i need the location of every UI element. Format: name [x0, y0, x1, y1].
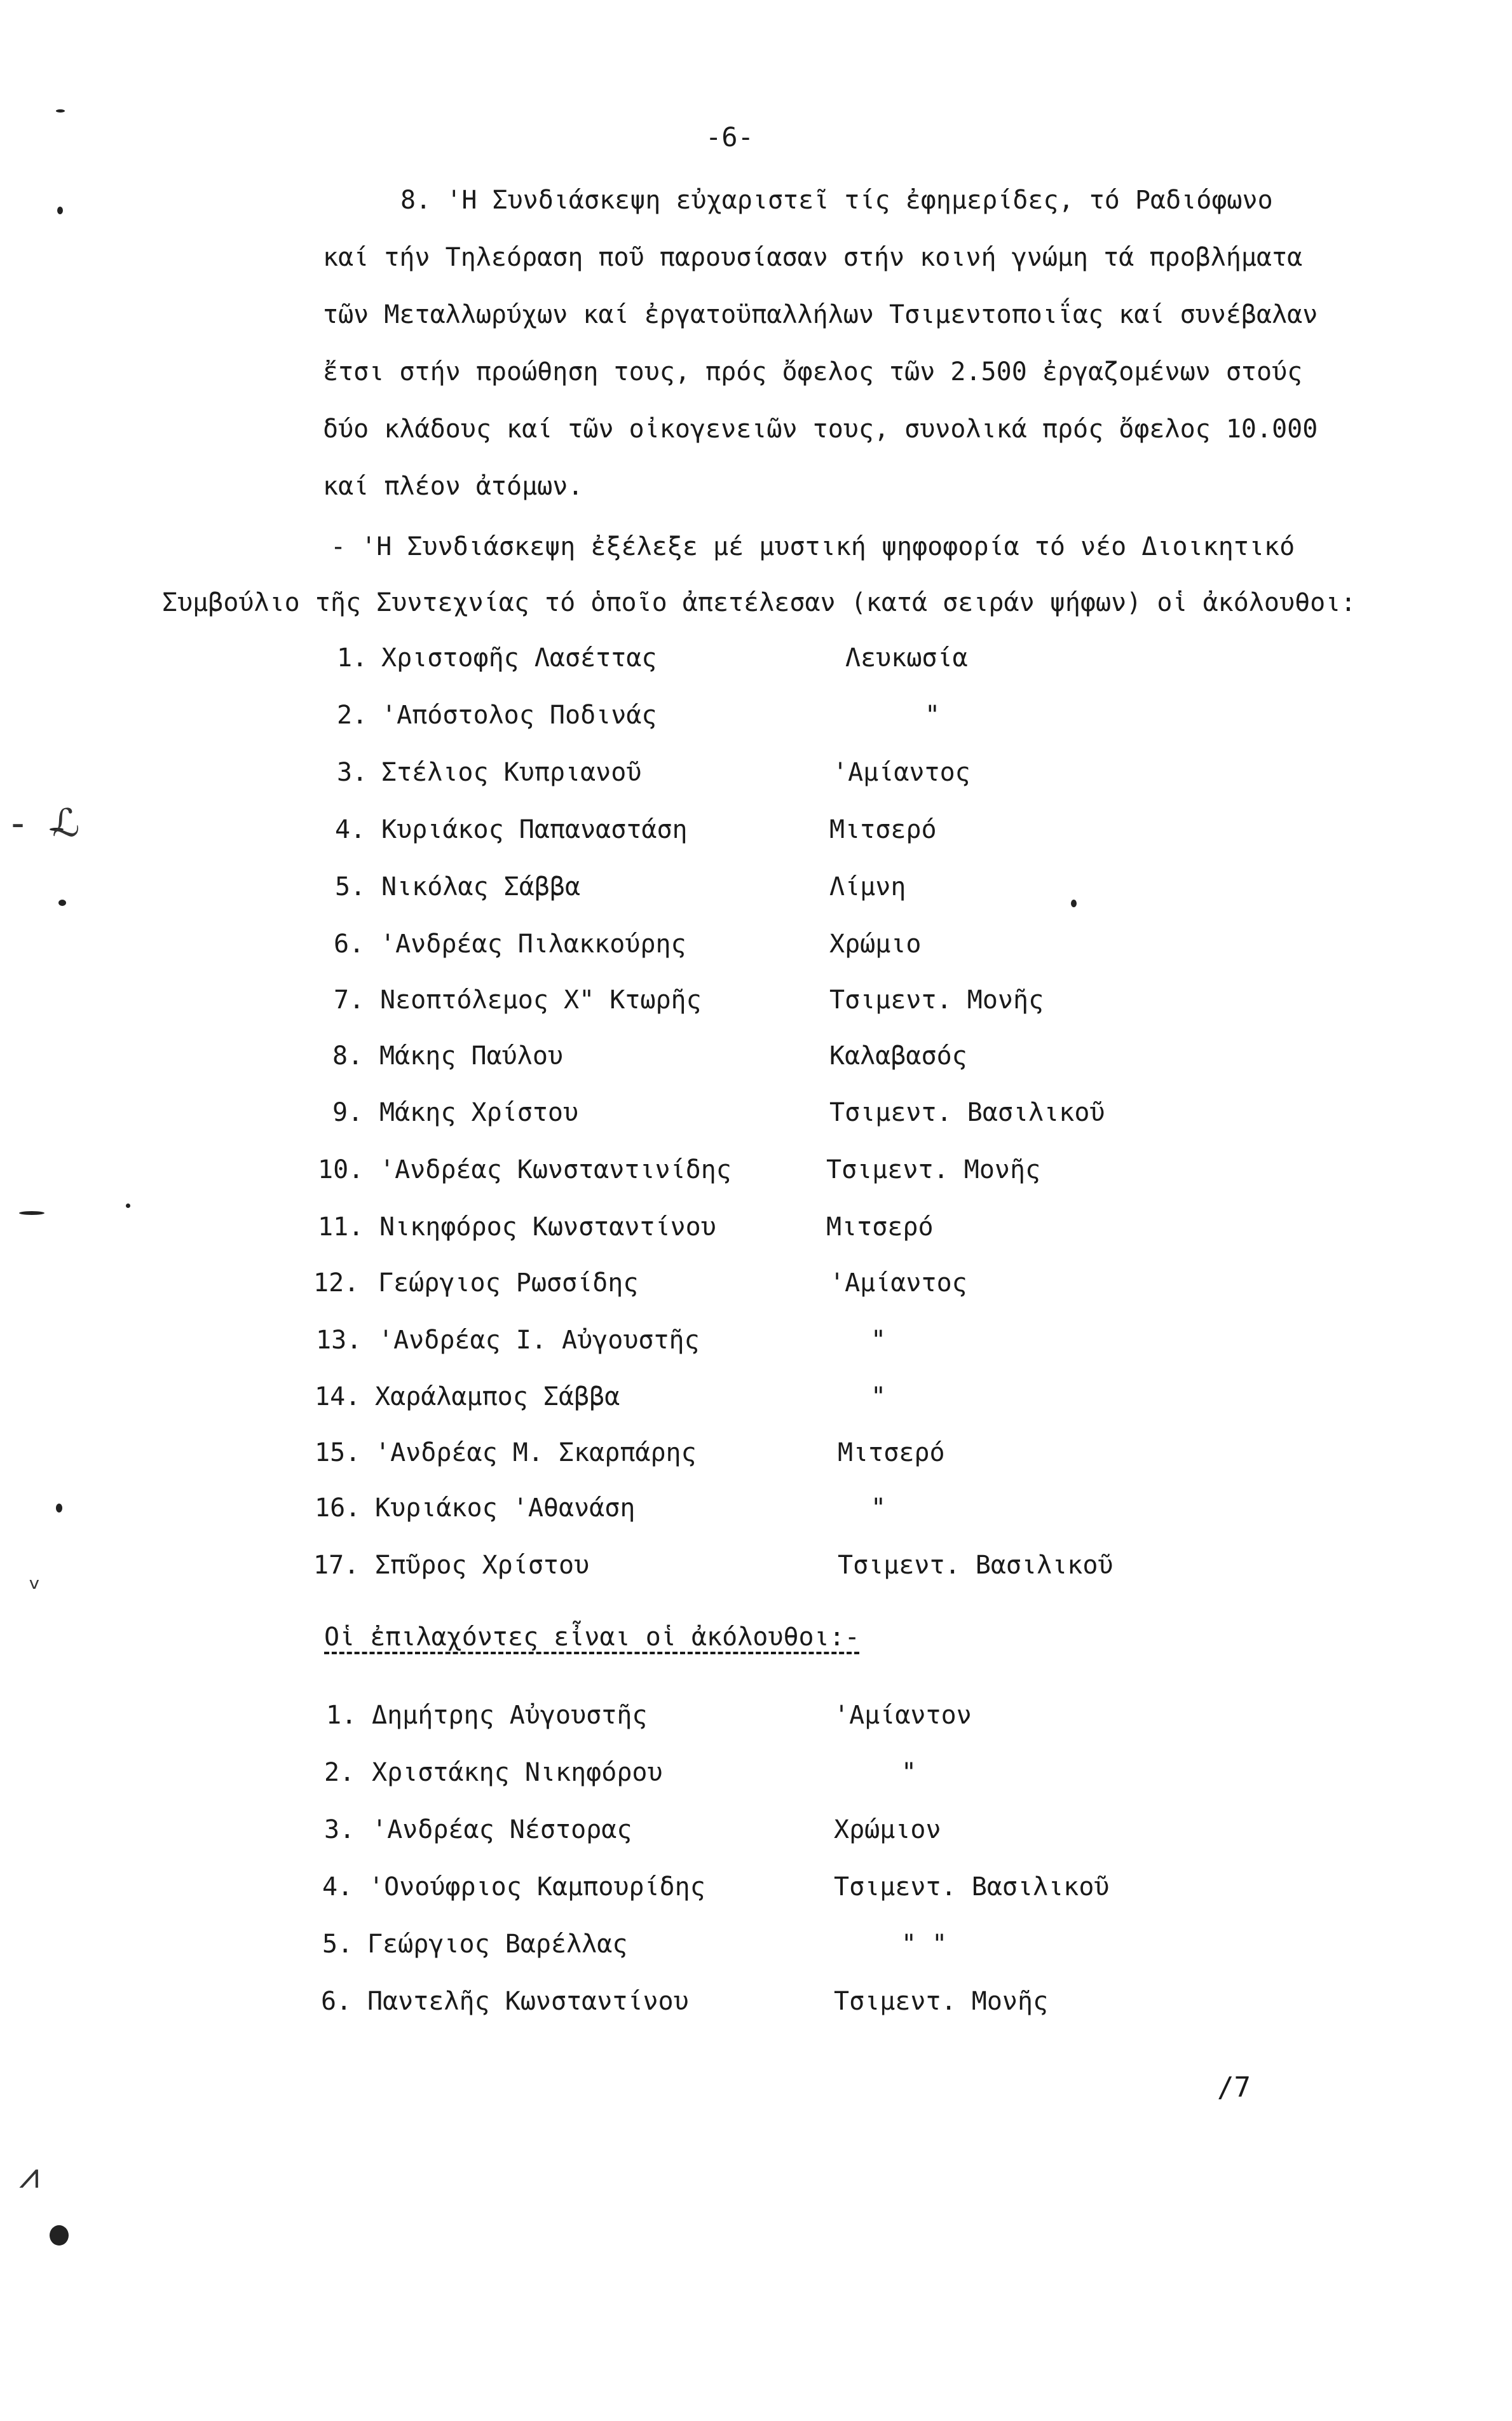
list-item [0, 1760, 1512, 1798]
list-item [0, 1100, 1512, 1138]
member-place: Μιτσερό [826, 1212, 934, 1242]
member-name: Χαράλαμπος Σάββα [375, 1382, 620, 1411]
list-item [0, 1817, 1512, 1855]
list-item [0, 1043, 1512, 1081]
scan-speck [56, 1504, 62, 1512]
member-name: Νικόλας Σάββα [381, 872, 581, 902]
item-number: 4. [322, 1872, 353, 1902]
list-item [0, 1157, 1512, 1195]
item-number: 11. [318, 1212, 364, 1242]
item-number: 5. [335, 872, 366, 902]
item-number: 8. [332, 1041, 364, 1071]
alternates-heading: Οἱ ἐπιλαχόντες εἶναι οἱ ἀκόλουθοι:- [324, 1622, 860, 1652]
member-place: 'Αμίαντος [833, 758, 971, 787]
list-item [0, 760, 1512, 798]
member-place: Τσιμεντ. Βασιλικοῦ [829, 1098, 1105, 1127]
scan-speck [58, 900, 66, 906]
scan-mark: ⩘ [19, 2155, 39, 2197]
item-number: 4. [335, 815, 366, 844]
alternate-place: Χρώμιον [834, 1815, 941, 1844]
list-item [0, 1214, 1512, 1252]
list-item [0, 1931, 1512, 1970]
list-item [0, 1270, 1512, 1308]
member-name: 'Ανδρέας Ι. Αὐγουστῆς [378, 1326, 700, 1355]
list-item [0, 1551, 1512, 1596]
item-number: 10. [318, 1155, 364, 1184]
member-name: Χριστοφῆς Λασέττας [381, 643, 657, 673]
item-number: 2. [324, 1758, 355, 1787]
item-number: 6. [321, 1987, 352, 2016]
list-item [0, 874, 1512, 912]
list-item [0, 931, 1512, 970]
alternate-name: Δημήτρης Αὐγουστῆς [372, 1701, 648, 1730]
member-name: 'Απόστολος Ποδινάς [381, 701, 657, 730]
member-name: 'Ανδρέας Πιλακκούρης [380, 929, 686, 959]
item-number: 1. [326, 1701, 357, 1730]
member-name: 'Ανδρέας Κωνσταντινίδης [379, 1155, 732, 1184]
member-name: Κυριάκος 'Αθανάση [375, 1493, 636, 1523]
item-number: 9. [332, 1098, 364, 1127]
scan-speck [50, 2225, 69, 2246]
list-item [0, 1703, 1512, 1741]
item-number: 6. [334, 929, 365, 959]
paragraph-2-line: Συμβούλιο τῆς Συντεχνίας τό ὁποῖο ἀπετέλεσαν (κατά σειράν ψήφων) οἱ ἀκόλουθοι: [162, 588, 1356, 617]
member-place: 'Αμίαντος [829, 1268, 967, 1298]
item-number: 5. [322, 1930, 353, 1959]
member-name: Μάκης Παύλου [379, 1041, 563, 1071]
member-name: Μάκης Χρίστου [379, 1098, 579, 1127]
item-number: 15. [315, 1438, 361, 1467]
alternate-name: 'Ονούφριος Καμπουρίδης [369, 1872, 705, 1902]
member-place: Χρώμιο [829, 929, 922, 959]
paragraph-1-line: 8. 'Η Συνδιάσκεψη εὐχαριστεῖ τίς ἐφημερίδες, τό Ραδιόφωνο [400, 186, 1273, 215]
scan-speck [19, 1211, 44, 1215]
item-number: 13. [316, 1326, 362, 1355]
alternate-place: " [901, 1758, 917, 1787]
item-number: 3. [337, 758, 368, 787]
paragraph-1-line: καί πλέον ἀτόμων. [323, 472, 583, 501]
member-name: Κυριάκος Παπαναστάση [381, 815, 688, 844]
alternate-name: Παντελῆς Κωνσταντίνου [367, 1987, 689, 2016]
member-place: " [871, 1326, 887, 1355]
member-place: Καλαβασός [829, 1041, 967, 1071]
paragraph-1-line: καί τήν Τηλεόραση ποῦ παρουσίασαν στήν κοινή γνώμη τά προβλήματα [323, 243, 1303, 272]
member-place: Τσιμεντ. Μονῆς [829, 985, 1044, 1015]
paragraph-1-line: δύο κλάδους καί τῶν οἰκογενειῶν τους, συνολικά πρός ὄφελος 10.000 [323, 415, 1318, 444]
alternate-name: 'Ανδρέας Νέστορας [372, 1815, 632, 1844]
list-item [0, 987, 1512, 1025]
member-name: Νικηφόρος Κωνσταντίνου [379, 1212, 716, 1242]
member-place: " [925, 701, 941, 730]
paragraph-1-line: ἔτσι στήν προώθηση τους, πρός ὄφελος τῶν 2.500 ἐργαζομένων στούς [323, 357, 1303, 387]
list-item [0, 1384, 1512, 1422]
list-item [0, 1989, 1512, 2027]
scan-mark: ᵥ [25, 1561, 43, 1596]
item-number: 14. [315, 1382, 361, 1411]
member-name: Στέλιος Κυπριανοῦ [381, 758, 642, 787]
scan-speck [56, 109, 65, 113]
scan-speck [126, 1204, 130, 1208]
alternate-name: Χριστάκης Νικηφόρου [372, 1758, 663, 1787]
member-name: 'Ανδρέας Μ. Σκαρπάρης [375, 1438, 697, 1467]
item-number: 3. [324, 1815, 355, 1844]
member-place: " [871, 1382, 887, 1411]
alternate-place: " " [901, 1930, 948, 1959]
list-item [0, 1874, 1512, 1912]
item-number: 12. [313, 1268, 360, 1298]
alternate-place: Τσιμεντ. Μονῆς [834, 1987, 1049, 2016]
member-name: Νεοπτόλεμος Χ" Κτωρῆς [380, 985, 702, 1015]
member-place: Μιτσερό [829, 815, 937, 844]
scan-speck [57, 207, 63, 214]
continuation-mark: /7 [1217, 2071, 1251, 2104]
paragraph-1-line: τῶν Μεταλλωρύχων καί ἐργατοϋπαλλήλων Τσιμεντοποιΐας καί συνέβαλαν [323, 300, 1318, 329]
item-number: 1. [337, 643, 368, 673]
member-name: Γεώργιος Ρωσσίδης [378, 1268, 639, 1298]
item-number: 7. [334, 985, 365, 1015]
item-number: 17. [313, 1551, 360, 1580]
page-number: -6- [705, 121, 754, 153]
member-place: Μιτσερό [838, 1438, 945, 1467]
alternate-place: 'Αμίαντον [834, 1701, 972, 1730]
member-place: Λευκωσία [845, 643, 968, 673]
paragraph-2-line: - 'Η Συνδιάσκεψη ἐξέλεξε μέ μυστική ψηφοφορία τό νέο Διοικητικό [330, 532, 1295, 561]
scan-mark: - ℒ [6, 801, 80, 846]
alternate-place: Τσιμεντ. Βασιλικοῦ [834, 1872, 1110, 1902]
member-name: Σπῦρος Χρίστου [375, 1551, 590, 1580]
member-place: " [871, 1493, 887, 1523]
item-number: 2. [337, 701, 368, 730]
list-item [0, 1440, 1512, 1478]
list-item [0, 703, 1512, 741]
member-place: Τσιμεντ. Βασιλικοῦ [838, 1551, 1114, 1580]
item-number: 16. [315, 1493, 361, 1523]
member-place: Τσιμεντ. Μονῆς [826, 1155, 1041, 1184]
scan-speck [1071, 900, 1077, 907]
alternate-name: Γεώργιος Βαρέλλας [367, 1930, 628, 1959]
member-place: Λίμνη [829, 872, 906, 902]
list-item [0, 1327, 1512, 1366]
list-item [0, 645, 1512, 683]
list-item [0, 1495, 1512, 1533]
list-item [0, 817, 1512, 855]
